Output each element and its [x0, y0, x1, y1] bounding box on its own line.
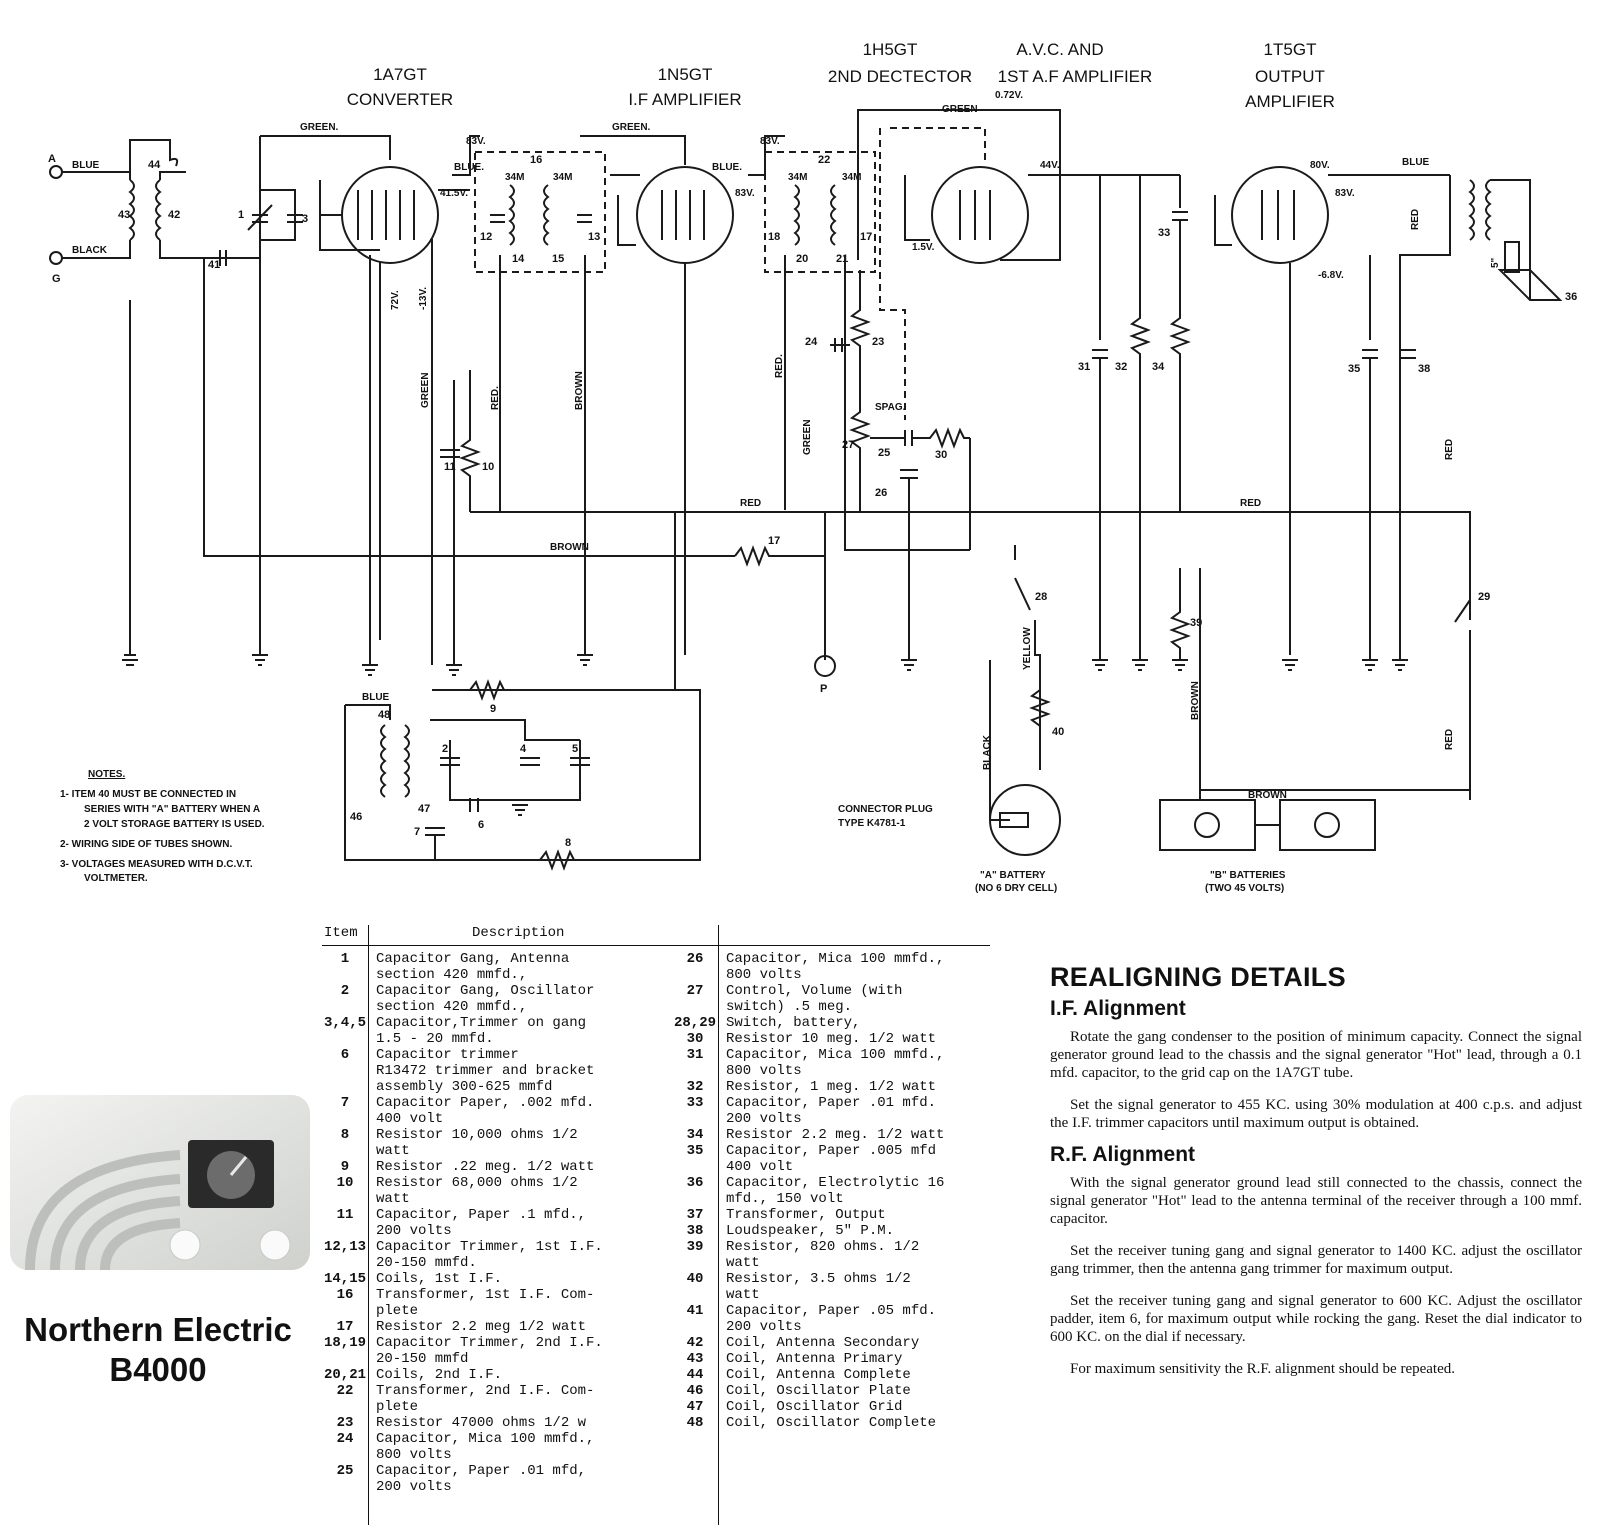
- part-item-number: 3,4,5: [323, 1015, 366, 1031]
- part-description: Capacitor Gang, Oscillator section 420 mmfd.,: [376, 983, 595, 1015]
- part-item-number: 41: [686, 1303, 704, 1319]
- part-item-number: 32: [686, 1079, 704, 1095]
- table-row: [672, 1175, 1016, 1207]
- part-description: Capacitor, Paper .01 mfd, 200 volts: [376, 1463, 587, 1495]
- if-paragraph-1: Rotate the gang condenser to the position of minimum capacity. Connect the signal generator ground lead to the chassis and the signal generator "Hot" lead, through a 0.1 mfd. capacitor, to the grid cap on the 1A7GT tube.: [1050, 1029, 1582, 1081]
- realigning-title: REALIGNING DETAILS: [1050, 962, 1346, 992]
- part-item-number: 23: [336, 1415, 354, 1431]
- svg-text:CONNECTOR PLUG: CONNECTOR PLUG: [838, 804, 933, 815]
- part-description: Coil, Oscillator Complete: [726, 1415, 937, 1431]
- part-item-number: 38: [686, 1223, 704, 1239]
- part-item-number: 40: [686, 1271, 704, 1287]
- table-row: [322, 1175, 666, 1207]
- svg-text:GREEN.: GREEN.: [300, 122, 339, 133]
- part-item-number: 11: [336, 1207, 354, 1223]
- a-battery-section: [838, 545, 1064, 894]
- svg-text:9: 9: [490, 703, 497, 715]
- part-item-number: 8: [340, 1127, 350, 1143]
- svg-text:46: 46: [350, 811, 363, 823]
- part-description: Resistor, 3.5 ohms 1/2 watt: [726, 1271, 911, 1303]
- capacitor-24-icon: [830, 338, 850, 352]
- svg-text:35: 35: [1348, 363, 1361, 375]
- note-3a: 3- VOLTAGES MEASURED WITH D.C.V.T.: [60, 859, 253, 870]
- svg-text:5: 5: [572, 743, 579, 755]
- svg-text:13: 13: [588, 231, 601, 243]
- part-item-number: 42: [686, 1335, 704, 1351]
- part-item-number: 25: [336, 1463, 354, 1479]
- part-item-number: 39: [686, 1239, 704, 1255]
- part-item-number: 30: [686, 1031, 704, 1047]
- table-row: [322, 1047, 666, 1095]
- svg-text:80V.: 80V.: [1310, 160, 1330, 171]
- part-item-number: 14,15: [323, 1271, 366, 1287]
- part-description: Loudspeaker, 5" P.M.: [726, 1223, 895, 1239]
- parts-header-description: Description: [472, 925, 565, 941]
- svg-text:RED.: RED.: [774, 354, 785, 378]
- part-description: Capacitor, Mica 100 mmfd., 800 volts: [726, 951, 945, 983]
- model-number: B4000: [109, 1351, 207, 1388]
- svg-text:72V.: 72V.: [390, 290, 401, 310]
- svg-text:SPAG.: SPAG.: [875, 402, 906, 413]
- svg-text:34M: 34M: [553, 172, 573, 183]
- svg-text:8: 8: [565, 837, 572, 849]
- svg-text:21: 21: [836, 253, 849, 265]
- part-item-number: 18,19: [323, 1335, 366, 1351]
- table-row: [322, 1335, 666, 1367]
- parts-column-right: [672, 951, 1016, 1431]
- notes-block: [60, 769, 265, 884]
- svg-text:34: 34: [1152, 361, 1165, 373]
- output-transformer-speaker: [1348, 175, 1577, 660]
- part-item-number: 43: [686, 1351, 704, 1367]
- part-description: Capacitor, Paper .01 mfd. 200 volts: [726, 1095, 937, 1127]
- svg-text:29: 29: [1478, 591, 1491, 603]
- part-item-number: 44: [686, 1367, 704, 1383]
- svg-text:44: 44: [148, 159, 161, 171]
- svg-text:23: 23: [872, 336, 885, 348]
- parts-header-item: Item: [324, 925, 358, 941]
- part-item-number: 28,29: [673, 1015, 716, 1031]
- svg-text:83V.: 83V.: [1335, 188, 1355, 199]
- rf-paragraph-1: With the signal generator ground lead still connected to the chassis, connect the signal generator "Hot" lead to the antenna terminal of the receiver through a 100 mmf. capacitor.: [1050, 1175, 1582, 1227]
- svg-text:26: 26: [875, 487, 888, 499]
- radio-photo: [10, 1095, 310, 1270]
- part-description: Resistor 10 meg. 1/2 watt: [726, 1031, 937, 1047]
- svg-text:2: 2: [442, 743, 449, 755]
- svg-text:16: 16: [530, 154, 543, 166]
- oscillator-section: [345, 370, 700, 868]
- svg-text:GREEN.: GREEN.: [612, 122, 651, 133]
- part-item-number: 48: [686, 1415, 704, 1431]
- svg-text:12: 12: [480, 231, 493, 243]
- note-1a: 1- ITEM 40 MUST BE CONNECTED IN: [60, 789, 237, 800]
- part-item-number: 9: [340, 1159, 350, 1175]
- parts-list-table: [322, 925, 990, 1525]
- part-description: Capacitor, Mica 100 mmfd., 800 volts: [726, 1047, 945, 1079]
- svg-text:RED: RED: [1410, 208, 1421, 230]
- svg-text:25: 25: [878, 447, 891, 459]
- part-item-number: 1: [340, 951, 350, 967]
- part-item-number: 35: [686, 1143, 704, 1159]
- part-description: Capacitor, Paper .005 mfd 400 volt: [726, 1143, 937, 1175]
- svg-text:5": 5": [1490, 257, 1501, 268]
- table-row: [672, 983, 1016, 1015]
- part-item-number: 46: [686, 1383, 704, 1399]
- table-row: [672, 1367, 1016, 1383]
- part-description: Coil, Antenna Complete: [726, 1367, 911, 1383]
- svg-text:6: 6: [478, 819, 485, 831]
- detector-network: [805, 270, 970, 660]
- table-row: [672, 1127, 1016, 1143]
- part-description: Capacitor, Paper .1 mfd., 200 volts: [376, 1207, 587, 1239]
- part-item-number: 10: [336, 1175, 354, 1191]
- svg-text:BLACK: BLACK: [982, 735, 993, 770]
- svg-text:34M: 34M: [788, 172, 808, 183]
- svg-text:GREEN: GREEN: [802, 419, 813, 455]
- rf-paragraph-3: Set the receiver tuning gang and signal generator to 600 KC. Adjust the oscillator padder, item 6, for maximum output while rocking the gang. Reset the dial indicator to 600 KC. on the dial if necessary.: [1050, 1293, 1582, 1345]
- table-row: [322, 1383, 666, 1415]
- part-description: Coil, Oscillator Grid: [726, 1399, 903, 1415]
- note-2: 2- WIRING SIDE OF TUBES SHOWN.: [60, 839, 233, 850]
- coil-43-icon: [130, 180, 134, 240]
- tube-1h5gt-icon: [858, 90, 1180, 420]
- svg-text:28: 28: [1035, 591, 1048, 603]
- svg-text:10: 10: [482, 461, 495, 473]
- part-description: Resistor 68,000 ohms 1/2 watt: [376, 1175, 578, 1207]
- svg-text:83V.: 83V.: [466, 136, 486, 147]
- tube-1t5gt-name: 1T5GT: [1263, 40, 1317, 59]
- table-row: [672, 1223, 1016, 1239]
- svg-text:83V.: 83V.: [760, 136, 780, 147]
- svg-text:RED: RED: [740, 498, 762, 509]
- svg-text:-6.8V.: -6.8V.: [1318, 270, 1344, 281]
- table-row: [672, 1303, 1016, 1335]
- table-row: [672, 1415, 1016, 1431]
- part-item-number: 7: [340, 1095, 350, 1111]
- part-item-number: 16: [336, 1287, 354, 1303]
- part-description: Coils, 2nd I.F.: [376, 1367, 503, 1383]
- table-row: [672, 1351, 1016, 1367]
- svg-text:11: 11: [444, 461, 456, 473]
- table-row: [322, 1463, 666, 1495]
- ground-symbols: [122, 300, 1408, 815]
- tube-1a7gt-icon: [320, 136, 486, 665]
- part-description: Capacitor, Paper .05 mfd. 200 volts: [726, 1303, 937, 1335]
- table-row: [672, 1015, 1016, 1031]
- if-transformer-22: [765, 152, 970, 550]
- part-description: Resistor 47000 ohms 1/2 w: [376, 1415, 587, 1431]
- part-description: Capacitor Gang, Antenna section 420 mmfd.,: [376, 951, 570, 983]
- svg-text:BLUE: BLUE: [72, 160, 100, 171]
- terminal-a-label: A: [48, 153, 56, 165]
- coil-42-icon: [156, 180, 160, 240]
- antenna-section: [48, 140, 735, 556]
- table-row: [672, 1143, 1016, 1175]
- svg-text:17: 17: [768, 535, 781, 547]
- svg-text:P: P: [820, 683, 828, 695]
- part-description: Coil, Antenna Primary: [726, 1351, 903, 1367]
- table-row: [322, 983, 666, 1015]
- part-item-number: 12,13: [323, 1239, 366, 1255]
- svg-text:14: 14: [512, 253, 525, 265]
- table-row: [672, 1383, 1016, 1399]
- svg-text:34M: 34M: [505, 172, 525, 183]
- part-item-number: 36: [686, 1175, 704, 1191]
- svg-text:83V.: 83V.: [735, 188, 755, 199]
- part-description: Capacitor, Electrolytic 16 mfd., 150 volt: [726, 1175, 945, 1207]
- part-description: Capacitor, Mica 100 mmfd., 800 volts: [376, 1431, 595, 1463]
- table-row: [672, 1239, 1016, 1271]
- terminal-g-label: G: [52, 273, 61, 285]
- part-description: Resistor 2.2 meg. 1/2 watt: [726, 1127, 945, 1143]
- svg-text:BROWN: BROWN: [1248, 790, 1287, 801]
- part-item-number: 27: [686, 983, 704, 999]
- table-row: [672, 951, 1016, 983]
- svg-text:(TWO 45 VOLTS): (TWO 45 VOLTS): [1205, 883, 1285, 894]
- b-plus-rail: [470, 498, 1490, 800]
- svg-text:22: 22: [818, 154, 831, 166]
- tube-1a7gt-function: CONVERTER: [346, 90, 454, 109]
- part-description: Capacitor Paper, .002 mfd. 400 volt: [376, 1095, 595, 1127]
- part-description: Capacitor Trimmer, 1st I.F. 20-150 mmfd.: [376, 1239, 603, 1271]
- svg-text:GREEN: GREEN: [420, 372, 431, 408]
- rf-paragraph-4: For maximum sensitivity the R.F. alignment should be repeated.: [1070, 1361, 1455, 1377]
- tube-1n5gt-name: 1N5GT: [657, 65, 713, 84]
- svg-text:BLUE: BLUE: [362, 692, 390, 703]
- svg-text:RED: RED: [1444, 438, 1455, 460]
- part-description: Transformer, Output: [726, 1207, 886, 1223]
- part-description: Resistor 10,000 ohms 1/2 watt: [376, 1127, 578, 1159]
- svg-text:"B" BATTERIES: "B" BATTERIES: [1210, 870, 1286, 881]
- volume-knob-icon: [260, 1230, 290, 1260]
- table-row: [322, 1095, 666, 1127]
- part-description: Coils, 1st I.F.: [376, 1271, 503, 1287]
- part-description: Switch, battery,: [726, 1015, 861, 1031]
- if-alignment-heading: I.F. Alignment: [1050, 997, 1186, 1020]
- realigning-details: [1050, 962, 1582, 1392]
- svg-text:BROWN: BROWN: [1190, 681, 1201, 720]
- svg-text:-13V.: -13V.: [418, 287, 429, 310]
- tube-1a7gt-name: 1A7GT: [373, 65, 427, 84]
- part-description: Resistor 2.2 meg 1/2 watt: [376, 1319, 587, 1335]
- part-item-number: 20,21: [323, 1367, 366, 1383]
- tube-1h5gt-name: 1H5GT: [862, 40, 918, 59]
- svg-text:34M: 34M: [842, 172, 862, 183]
- part-item-number: 37: [686, 1207, 704, 1223]
- svg-text:7: 7: [414, 826, 421, 838]
- svg-text:40: 40: [1052, 726, 1065, 738]
- table-row: [672, 1031, 1016, 1047]
- svg-text:BLUE.: BLUE.: [454, 162, 484, 173]
- rf-paragraph-2: Set the receiver tuning gang and signal generator to 1400 KC. adjust the oscillator gang trimmer, then the antenna gang trimmer for maximum output.: [1050, 1243, 1582, 1277]
- svg-text:32: 32: [1115, 361, 1128, 373]
- svg-text:33: 33: [1158, 227, 1171, 239]
- svg-text:43: 43: [118, 209, 131, 221]
- table-row: [322, 1015, 666, 1047]
- note-1b: SERIES WITH "A" BATTERY WHEN A: [84, 804, 261, 815]
- svg-text:15: 15: [552, 253, 565, 265]
- tube-1n5gt-icon: [580, 122, 785, 655]
- part-item-number: 17: [336, 1319, 354, 1335]
- svg-text:30: 30: [935, 449, 948, 461]
- table-row: [672, 1079, 1016, 1095]
- svg-text:BROWN: BROWN: [574, 371, 585, 410]
- notes-title: NOTES.: [88, 769, 126, 780]
- if-paragraph-2: Set the signal generator to 455 KC. using 30% modulation at 400 c.p.s. and adjust the I.F. trimmer capacitors until maximum output is obtained.: [1050, 1097, 1582, 1131]
- part-description: Resistor, 820 ohms. 1/2 watt: [726, 1239, 920, 1271]
- svg-text:RED: RED: [1444, 728, 1455, 750]
- part-item-number: 26: [686, 951, 704, 967]
- table-row: [672, 1271, 1016, 1303]
- svg-text:24: 24: [805, 336, 818, 348]
- part-description: Capacitor trimmer R13472 trimmer and bracket assembly 300-625 mmfd: [376, 1047, 595, 1095]
- svg-text:20: 20: [796, 253, 809, 265]
- svg-text:BLUE.: BLUE.: [712, 162, 742, 173]
- part-item-number: 34: [686, 1127, 704, 1143]
- table-row: [322, 1287, 666, 1319]
- svg-text:39: 39: [1190, 617, 1203, 629]
- part-description: Resistor, 1 meg. 1/2 watt: [726, 1079, 937, 1095]
- part-description: Capacitor,Trimmer on gang 1.5 - 20 mmfd.: [376, 1015, 587, 1047]
- svg-text:BROWN: BROWN: [550, 542, 589, 553]
- b-battery-1-icon: [1160, 800, 1255, 850]
- part-description: Transformer, 1st I.F. Com- plete: [376, 1287, 595, 1319]
- svg-text:17: 17: [860, 231, 873, 243]
- table-row: [322, 1127, 666, 1159]
- svg-text:3: 3: [302, 213, 309, 225]
- svg-text:48: 48: [378, 709, 391, 721]
- part-item-number: 47: [686, 1399, 704, 1415]
- svg-text:4: 4: [520, 743, 527, 755]
- tube-1h5gt-af: 1ST A.F AMPLIFIER: [997, 67, 1153, 86]
- table-row: [322, 1271, 666, 1287]
- svg-text:36: 36: [1565, 291, 1578, 303]
- part-description: Control, Volume (with switch) .5 meg.: [726, 983, 903, 1015]
- table-row: [322, 1207, 666, 1239]
- table-row: [672, 1399, 1016, 1415]
- svg-text:GREEN: GREEN: [942, 104, 978, 115]
- tube-1t5gt-function: OUTPUT: [1255, 67, 1325, 86]
- gang-capacitors-1-3: [238, 122, 390, 655]
- svg-text:1.5V.: 1.5V.: [912, 242, 935, 253]
- svg-text:41: 41: [208, 259, 221, 271]
- tube-1n5gt-function: I.F AMPLIFIER: [628, 90, 742, 109]
- model-title: [0, 1310, 316, 1390]
- af-output-coupling: [1078, 175, 1188, 660]
- svg-text:BLACK: BLACK: [72, 245, 107, 256]
- part-description: Transformer, 2nd I.F. Com- plete: [376, 1383, 595, 1415]
- rf-alignment-heading: R.F. Alignment: [1050, 1143, 1196, 1166]
- svg-text:BLUE: BLUE: [1402, 157, 1430, 168]
- tube-1t5gt-function-2: AMPLIFIER: [1245, 92, 1335, 111]
- note-3b: VOLTMETER.: [84, 873, 148, 884]
- svg-text:RED.: RED.: [490, 386, 501, 410]
- part-item-number: 2: [340, 983, 350, 999]
- svg-text:1: 1: [238, 209, 245, 221]
- part-item-number: 24: [336, 1431, 354, 1447]
- svg-text:18: 18: [768, 231, 781, 243]
- part-item-number: 33: [686, 1095, 704, 1111]
- svg-text:"A" BATTERY: "A" BATTERY: [980, 870, 1046, 881]
- svg-text:0.72V.: 0.72V.: [995, 90, 1023, 101]
- part-item-number: 22: [336, 1383, 354, 1399]
- part-item-number: 6: [340, 1047, 350, 1063]
- table-row: [322, 1415, 666, 1431]
- tube-1h5gt-function: 2ND DECTECTOR: [827, 67, 973, 86]
- b-batteries-section: [1160, 790, 1470, 894]
- svg-text:27: 27: [842, 439, 855, 451]
- tuning-knob-icon: [170, 1230, 200, 1260]
- model-brand: Northern Electric: [24, 1311, 292, 1348]
- svg-text:TYPE K4781-1: TYPE K4781-1: [838, 818, 906, 829]
- table-row: [322, 1319, 666, 1335]
- svg-text:38: 38: [1418, 363, 1431, 375]
- part-description: Coil, Oscillator Plate: [726, 1383, 911, 1399]
- table-row: [322, 1159, 666, 1175]
- table-row: [672, 1335, 1016, 1351]
- part-item-number: 31: [686, 1047, 704, 1063]
- table-row: [672, 1207, 1016, 1223]
- b-battery-2-icon: [1280, 800, 1375, 850]
- svg-text:44V.: 44V.: [1040, 160, 1060, 171]
- part-description: Capacitor Trimmer, 2nd I.F. 20-150 mmfd: [376, 1335, 603, 1367]
- svg-text:RED: RED: [1240, 498, 1262, 509]
- svg-text:(NO 6 DRY CELL): (NO 6 DRY CELL): [975, 883, 1058, 894]
- part-description: Resistor .22 meg. 1/2 watt: [376, 1159, 595, 1175]
- tube-1t5gt-icon: [1215, 157, 1450, 655]
- note-1c: 2 VOLT STORAGE BATTERY IS USED.: [84, 819, 265, 830]
- svg-text:41.5V.: 41.5V.: [440, 188, 468, 199]
- part-description: Coil, Antenna Secondary: [726, 1335, 920, 1351]
- table-row: [322, 1431, 666, 1463]
- table-row: [322, 951, 666, 983]
- svg-text:YELLOW: YELLOW: [1022, 627, 1033, 670]
- table-row: [672, 1095, 1016, 1127]
- if-transformer-16: [475, 152, 640, 655]
- table-header-rule: [322, 945, 990, 946]
- svg-text:31: 31: [1078, 361, 1091, 373]
- table-row: [322, 1367, 666, 1383]
- svg-text:42: 42: [168, 209, 181, 221]
- parts-column-left: [322, 951, 666, 1495]
- tube-1h5gt-avc: A.V.C. AND: [1016, 40, 1104, 59]
- svg-text:47: 47: [418, 803, 431, 815]
- table-row: [322, 1239, 666, 1271]
- table-row: [672, 1047, 1016, 1079]
